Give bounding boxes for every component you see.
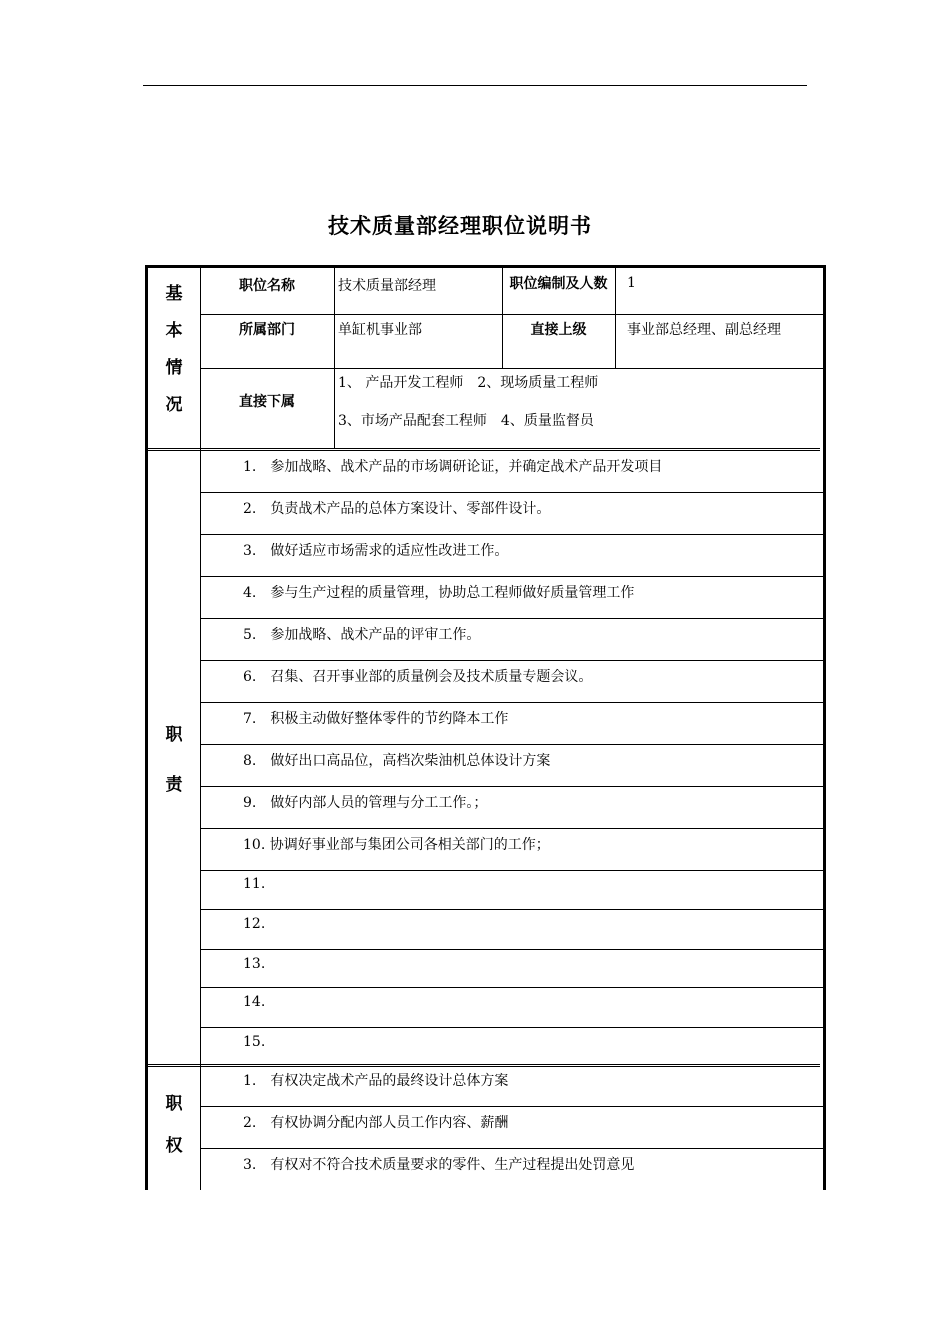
duty-item: 1. 参加战略、战术产品的市场调研论证，并确定战术产品开发项目 [243, 459, 663, 475]
document-title: 技术质量部经理职位说明书 [328, 214, 592, 238]
duties-section-label [148, 710, 200, 810]
header-rule [143, 85, 807, 86]
supervisor-label: 直接上级 [530, 322, 587, 338]
duty-row-line [200, 576, 826, 577]
duty-item: 7. 积极主动做好整体零件的节约降本工作 [243, 711, 509, 727]
basic-info-section-label [148, 276, 200, 424]
duty-item: 15. [243, 1034, 266, 1050]
duty-item: 13. [243, 956, 266, 972]
authority-item: 1. 有权决定战术产品的最终设计总体方案 [243, 1073, 509, 1089]
position-name-label: 职位名称 [239, 278, 295, 294]
duty-row-line [200, 702, 826, 703]
basic-info-divider [334, 268, 335, 449]
job-description-form [145, 265, 826, 1190]
authority-item: 2. 有权协调分配内部人员工作内容、薪酬 [243, 1115, 509, 1131]
supervisor-value: 事业部总经理、副总经理 [627, 322, 781, 338]
duty-row-line [200, 949, 826, 950]
duty-row-line [200, 492, 826, 493]
section-char: 权 [165, 1136, 183, 1156]
section-char: 况 [165, 395, 183, 415]
duty-item: 5. 参加战略、战术产品的评审工作。 [243, 627, 481, 643]
authority-item: 3. 有权对不符合技术质量要求的零件、生产过程提出处罚意见 [243, 1157, 635, 1173]
duty-row-line [200, 660, 826, 661]
section-char: 基 [165, 284, 183, 304]
section-char: 情 [165, 358, 183, 378]
section-separator [148, 448, 820, 451]
section-char: 责 [165, 775, 183, 795]
duty-item: 14. [243, 994, 266, 1010]
authority-row-line [200, 1148, 826, 1149]
subordinates-line-2: 3、市场产品配套工程师 4、质量监督员 [338, 413, 594, 429]
duty-row-line [200, 1027, 826, 1028]
authority-section-label [148, 1083, 200, 1167]
basic-info-row-line [200, 314, 826, 315]
duty-row-line [200, 909, 826, 910]
headcount-value: 1 [627, 275, 636, 291]
duty-row-line [200, 870, 826, 871]
duty-row-line [200, 786, 826, 787]
subordinates-label: 直接下属 [239, 394, 295, 410]
duty-row-line [200, 744, 826, 745]
position-name-value: 技术质量部经理 [338, 278, 436, 294]
duty-item: 4. 参与生产过程的质量管理，协助总工程师做好质量管理工作 [243, 585, 635, 601]
section-separator [148, 1064, 820, 1067]
duty-item: 6. 召集、召开事业部的质量例会及技术质量专题会议。 [243, 669, 593, 685]
department-label: 所属部门 [239, 322, 295, 338]
duty-item: 11. [243, 876, 266, 892]
basic-info-divider [615, 268, 616, 368]
duty-item: 2. 负责战术产品的总体方案设计、零部件设计。 [243, 501, 551, 517]
basic-info-row-line [200, 368, 826, 369]
duty-item: 10. 协调好事业部与集团公司各相关部门的工作； [243, 837, 550, 853]
duty-item: 8. 做好出口高品位，高档次柴油机总体设计方案 [243, 753, 551, 769]
subordinates-line-1: 1、 产品开发工程师 2、现场质量工程师 [338, 375, 599, 391]
duty-item: 9. 做好内部人员的管理与分工工作。； [243, 795, 488, 811]
duty-row-line [200, 534, 826, 535]
section-char: 本 [165, 321, 183, 341]
duty-item: 3. 做好适应市场需求的适应性改进工作。 [243, 543, 509, 559]
headcount-label: 职位编制及人数 [509, 276, 608, 292]
section-char: 职 [165, 1094, 183, 1114]
duty-row-line [200, 618, 826, 619]
duty-item: 12. [243, 916, 266, 932]
department-value: 单缸机事业部 [338, 322, 422, 338]
section-char: 职 [165, 725, 183, 745]
duty-row-line [200, 828, 826, 829]
duty-row-line [200, 987, 826, 988]
authority-row-line [200, 1106, 826, 1107]
